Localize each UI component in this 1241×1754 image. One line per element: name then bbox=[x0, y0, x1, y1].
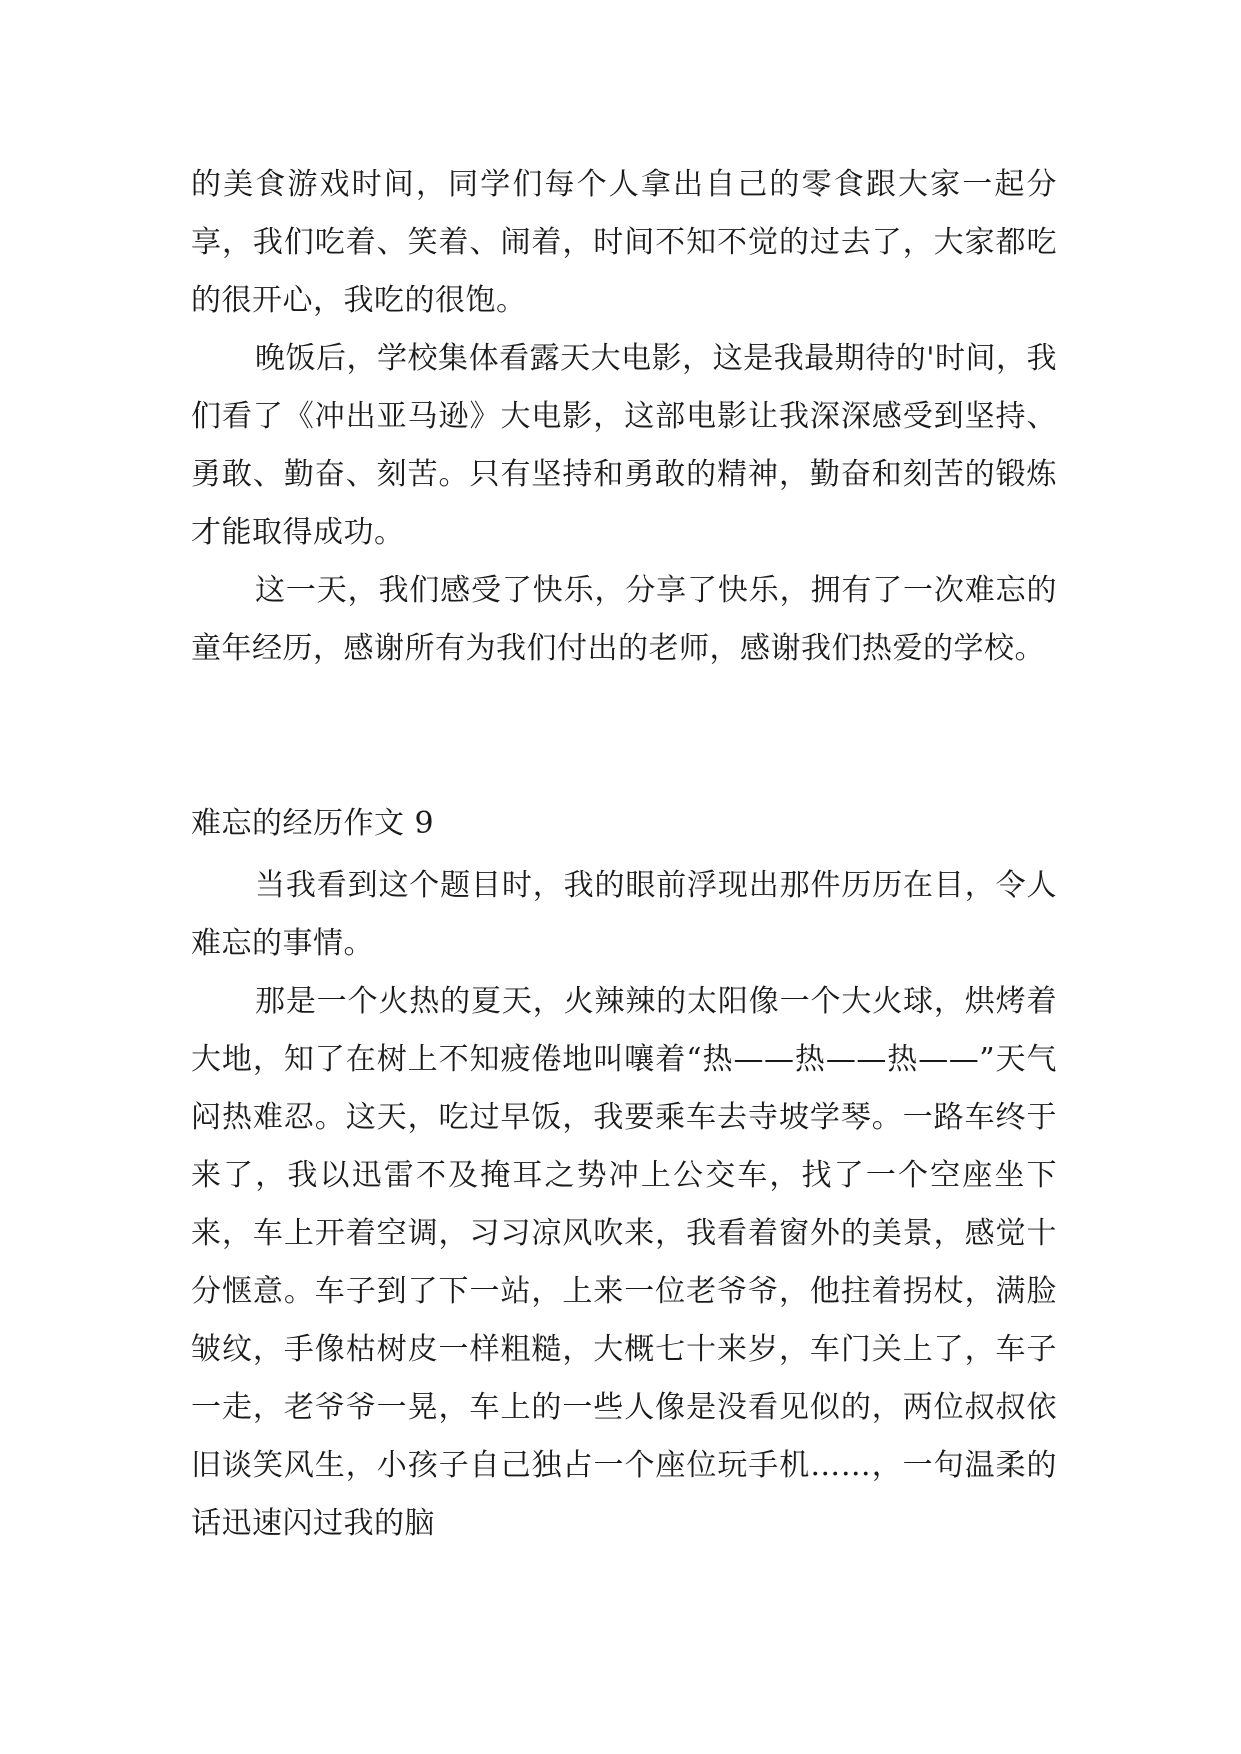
paragraph-intro: 当我看到这个题目时，我的眼前浮现出那件历历在目，令人难忘的事情。 bbox=[191, 868, 1057, 961]
essay-continuation bbox=[191, 156, 1057, 678]
paragraph-snack-time: 的美食游戏时间，同学们每个人拿出自己的零食跟大家一起分享，我们吃着、笑着、闹着，时间不知不觉的过去了，大家都吃的很开心，我吃的很饱。 bbox=[191, 167, 1057, 318]
paragraph-bus-story: 那是一个火热的夏天，火辣辣的太阳像一个大火球，烘烤着大地，知了在树上不知疲倦地叫嚷着“热——热——热——”天气闷热难忍。这天，吃过早饭，我要乘车去寺坡学琴。一路车终于来了，我以迅雷不及掩耳之势冲上公交车，找了一个空座坐下来，车上开着空调，习习凉风吹来，我看着窗外的美景，感觉十分惬意。车子到了下一站，上来一位老爷爷，他拄着拐杖，满脸皱纹，手像枯树皮一样粗糙，大概七十来岁，车门关上了，车子一走，老爷爷一晃，车上的一些人像是没看见似的，两位叔叔依旧谈笑风生，小孩子自己独占一个座位玩手机……，一句温柔的话迅速闪过我的脑 bbox=[191, 984, 1057, 1541]
paragraph-conclusion: 这一天，我们感受了快乐，分享了快乐，拥有了一次难忘的童年经历，感谢所有为我们付出的老师，感谢我们热爱的学校。 bbox=[191, 573, 1057, 666]
paragraph-movie: 晚饭后，学校集体看露天大电影，这是我最期待的'时间，我们看了《冲出亚马逊》大电影，这部电影让我深深感受到坚持、勇敢、勤奋、刻苦。只有坚持和勇敢的精神，勤奋和刻苦的锻炼才能取得成功。 bbox=[191, 341, 1057, 550]
section-heading: 难忘的经历作文 9 bbox=[191, 806, 435, 841]
essay-9 bbox=[191, 795, 1057, 1553]
